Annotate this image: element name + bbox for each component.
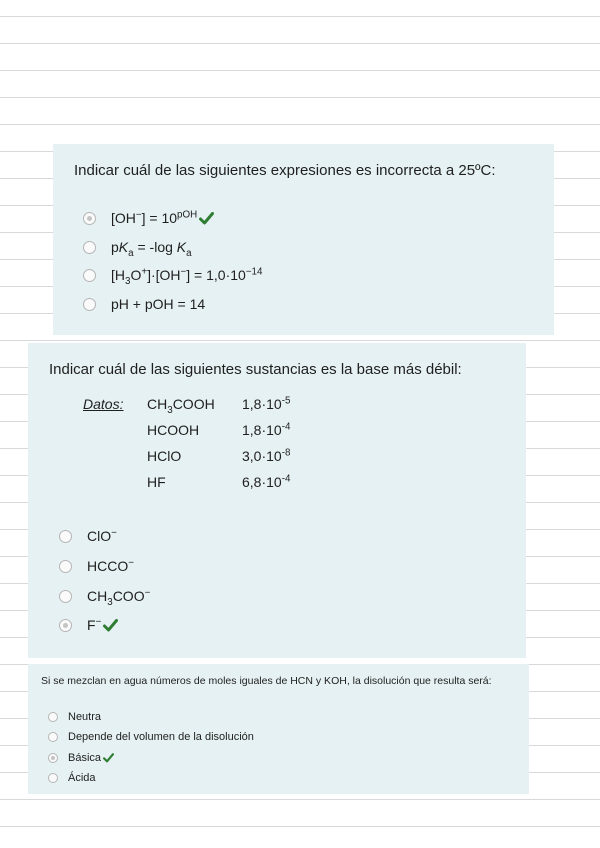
- answer-text: Ácida: [68, 772, 96, 784]
- radio-icon[interactable]: [83, 212, 96, 225]
- answer-text: ClO−: [87, 527, 117, 544]
- radio-icon[interactable]: [48, 753, 58, 763]
- datos-substance: HF: [147, 474, 166, 490]
- check-icon: [199, 212, 214, 225]
- answer-option[interactable]: [59, 587, 151, 608]
- datos-substance: HClO: [147, 448, 182, 464]
- datos-label: Datos:: [83, 396, 124, 412]
- answer-text: Depende del volumen de la disolución: [68, 731, 254, 743]
- datos-value: $1,8\cdot 10^{-5}$: [242, 395, 291, 412]
- answer-text: $pK_a = -\log$ $K_a$: [111, 239, 192, 259]
- radio-icon[interactable]: [48, 773, 58, 783]
- radio-icon[interactable]: [48, 732, 58, 742]
- radio-icon[interactable]: [83, 241, 96, 254]
- question-card-2: [28, 343, 526, 658]
- datos-value: $6,8\cdot 10^{-4}$: [242, 473, 291, 490]
- question-card-1: [53, 144, 554, 335]
- radio-icon[interactable]: [59, 619, 72, 632]
- check-icon: [103, 753, 114, 763]
- answer-option[interactable]: [83, 296, 205, 312]
- question-text: Indicar cuál de las siguientes expresiones es incorrecta a 25ºC:: [74, 162, 496, 179]
- answer-text: pH + pOH = 14: [111, 296, 206, 312]
- radio-icon[interactable]: [59, 560, 72, 573]
- radio-icon[interactable]: [83, 269, 96, 282]
- question-text: Indicar cuál de las siguientes sustancias es la base más débil:: [49, 361, 462, 378]
- answer-text: $[OH^-] = 10^{pOH}$: [111, 209, 198, 226]
- answer-text: $[H_3O^+]\cdot[OH^-] = 1,0\cdot 10^{-14}$: [111, 266, 263, 287]
- answer-option[interactable]: [48, 752, 114, 764]
- answer-option[interactable]: [48, 731, 254, 743]
- answer-text: Neutra: [68, 711, 102, 723]
- answer-option[interactable]: [48, 711, 101, 723]
- answer-option[interactable]: [83, 266, 263, 287]
- answer-option[interactable]: [83, 239, 192, 259]
- radio-icon[interactable]: [48, 712, 58, 722]
- question-card-3: [28, 664, 529, 794]
- radio-icon[interactable]: [83, 298, 96, 311]
- datos-value: $1,8\cdot 10^{-4}$: [242, 421, 291, 438]
- answer-option[interactable]: [59, 528, 117, 544]
- answer-option[interactable]: [48, 772, 96, 784]
- answer-option[interactable]: [59, 617, 118, 633]
- question-text: Si se mezclan en agua números de moles iguales de HCN y KOH, la disolución que resulta será:: [41, 675, 492, 687]
- answer-text: Básica: [68, 752, 102, 764]
- answer-text: F−: [87, 616, 102, 633]
- radio-icon[interactable]: [59, 590, 72, 603]
- answer-text: $CH_3COO^-$: [87, 587, 151, 608]
- datos-substance: HCOOH: [147, 422, 200, 438]
- datos-value: $3,0\cdot 10^{-8}$: [242, 447, 291, 464]
- radio-icon[interactable]: [59, 530, 72, 543]
- datos-substance: $CH_3COOH$: [147, 396, 215, 416]
- check-icon: [103, 619, 118, 632]
- answer-text: HCCO−: [87, 557, 134, 574]
- answer-option[interactable]: [83, 210, 214, 226]
- answer-option[interactable]: [59, 558, 134, 574]
